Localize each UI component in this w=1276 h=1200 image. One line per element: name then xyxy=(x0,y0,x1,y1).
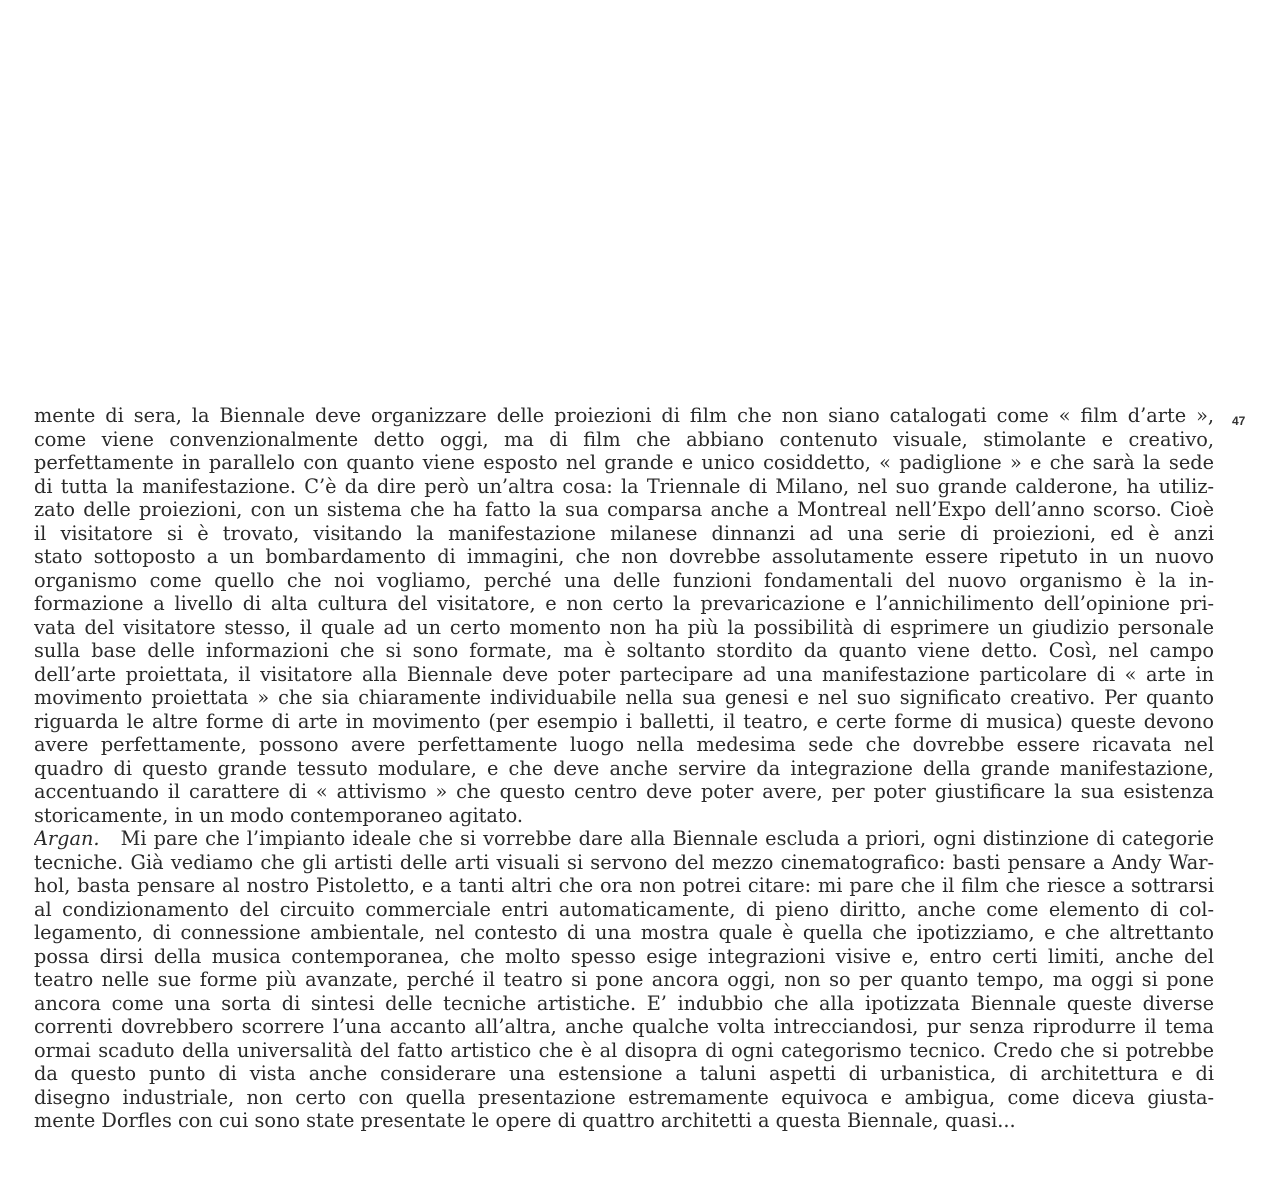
text-line: organismo come quello che noi vogliamo, perché una delle funzioni fondamentali del nuovo organismo è la in- xyxy=(34,568,1214,592)
line-text: Mi pare che l’impianto ideale che si vorrebbe dare alla Biennale escluda a priori, ogni distinzione di categorie xyxy=(120,827,1214,850)
text-line: possa dirsi della musica contemporanea, che molto spesso esige integrazioni visive e, entro certi limiti, anche del xyxy=(34,944,1214,968)
text-line: ormai scaduto della universalità del fatto artistico che è al disopra di ogni categorismo tecnico. Credo che si potrebbe xyxy=(34,1038,1214,1062)
text-line: avere perfettamente, possono avere perfettamente luogo nella medesima sede che dovrebbe essere ricavata nel xyxy=(34,733,1214,756)
text-line: teatro nelle sue forme più avanzate, perché il teatro si pone ancora oggi, non so per quanto tempo, ma oggi si pone xyxy=(34,968,1214,991)
text-line: il visitatore si è trovato, visitando la manifestazione milanese dinnanzi ad una serie di proiezioni, ed è anzi xyxy=(34,521,1214,545)
text-line: quadro di questo grande tessuto modulare, e che deve anche servire da integrazione della grande manifestazione, xyxy=(34,756,1214,780)
paragraph-1 xyxy=(34,404,1214,827)
speaker-name: Argan. xyxy=(34,827,100,850)
text-line: da questo punto di vista anche considerare una estensione a taluni aspetti di urbanistica, di architettura e di xyxy=(34,1062,1214,1085)
paragraph-2 xyxy=(34,827,1214,1133)
text-line: mente di sera, la Biennale deve organizzare delle proiezioni di film che non siano catalogati come « film d’arte », xyxy=(34,404,1214,427)
text-line: zato delle proiezioni, con un sistema che ha fatto la sua comparsa anche a Montreal nell’Expo dell’anno scorso. Cioè xyxy=(34,498,1214,521)
text-line: accentuando il carattere di « attivismo » che questo centro deve poter avere, per poter giustificare la sua esistenza xyxy=(34,780,1214,803)
text-line: legamento, di connessione ambientale, nel contesto di una mostra quale è quella che ipotizziamo, e che altrettanto xyxy=(34,921,1214,944)
text-line: stato sottoposto a un bombardamento di immagini, che non dovrebbe assolutamente essere ripetuto in un nuovo xyxy=(34,545,1214,568)
text-line: come viene convenzionalmente detto oggi, ma di film che abbiano contenuto visuale, stimolante e creativo, xyxy=(34,427,1214,451)
text-line: dell’arte proiettata, il visitatore alla Biennale deve poter partecipare ad una manifestazione particolare di « arte in xyxy=(34,662,1214,686)
text-line: correnti dovrebbero scorrere l’una accanto all’altra, anche qualche volta intrecciandosi, pur senza riprodurre il tema xyxy=(34,1015,1214,1038)
text-line: mente Dorfles con cui sono state presentate le opere di quattro architetti a questa Biennale, quasi... xyxy=(34,1109,1016,1132)
text-line: formazione a livello di alta cultura del visitatore, e non certo la prevaricazione e l’annichilimento dell’opinione pri- xyxy=(34,592,1214,615)
body-text xyxy=(34,404,1214,1133)
text-line: hol, basta pensare al nostro Pistoletto, e a tanti altri che ora non potrei citare: mi pare che il film che riesce a sottrarsi xyxy=(34,874,1214,897)
page-number: 47 xyxy=(1232,414,1246,428)
text-line: sulla base delle informazioni che si sono formate, ma è soltanto stordito da quanto viene detto. Così, nel campo xyxy=(34,639,1214,662)
text-line: disegno industriale, non certo con quella presentazione estremamente equivoca e ambigua, come diceva giusta- xyxy=(34,1085,1214,1109)
text-line: riguarda le altre forme di arte in movimento (per esempio i balletti, il teatro, e certe forme di musica) queste devono xyxy=(34,709,1214,733)
text-line: storicamente, in un modo contemporaneo agitato. xyxy=(34,803,523,827)
text-line: di tutta la manifestazione. C’è da dire però un’altra cosa: la Triennale di Milano, nel suo grande calderone, ha utiliz- xyxy=(34,474,1214,498)
text-line: ancora come una sorta di sintesi delle tecniche artistiche. E’ indubbio che alla ipotizzata Biennale queste diverse xyxy=(34,991,1214,1015)
text-line: vata del visitatore stesso, il quale ad un certo momento non ha più la possibilità di esprimere un giudizio personale xyxy=(34,615,1214,639)
text-line: movimento proiettata » che sia chiaramente individuabile nella sua genesi e nel suo significato creativo. Per quanto xyxy=(34,686,1214,709)
text-line: al condizionamento del circuito commerciale entri automaticamente, di pieno diritto, anche come elemento di col- xyxy=(34,897,1214,921)
text-line: perfettamente in parallelo con quanto viene esposto nel grande e unico cosiddetto, « padiglione » e che sarà la sede xyxy=(34,451,1214,474)
text-line: tecniche. Già vediamo che gli artisti delle arti visuali si servono del mezzo cinematografico: basti pensare a Andy War- xyxy=(34,850,1214,874)
text-line xyxy=(34,827,1214,851)
